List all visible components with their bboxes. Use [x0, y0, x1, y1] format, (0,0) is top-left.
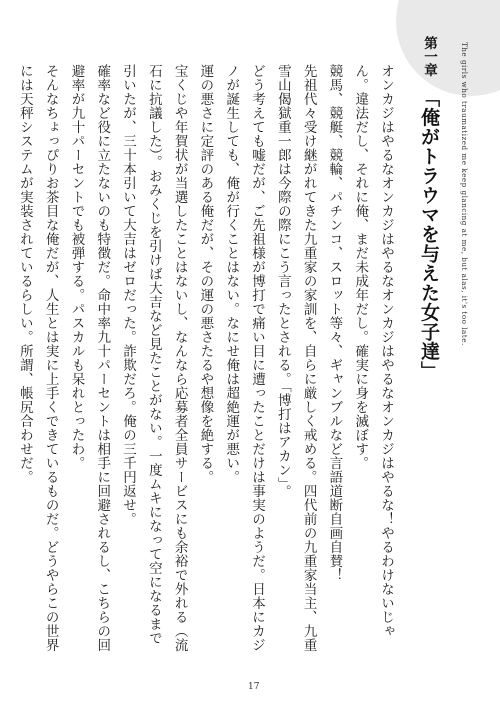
body-text [11, 64, 398, 654]
paragraph: どう考えても嘘だが、ご先祖様が博打で痛い目に遭ったことだけは事実のようだ。日本にカジノが誕生しても、俺が行くことはない。なにせ俺は超絶運が悪い。 [223, 64, 266, 652]
chapter-heading [416, 36, 443, 381]
paragraph: 競馬、競艇、競輪、パチンコ、スロット等々、ギャンブルなど言語道断自画自賛！ [326, 64, 343, 582]
paragraph: 宝くじや年賀状が当選したことはないし、なんなら応募者全員サービスにも余裕で外れる（流石に抗議した）。おみくじを引けば大吉など見たことがない。一度ムキになって空になるまで引いたが、三十本引いて大吉はゼロだった。詐欺だろ。俺の三千円返せ。 [120, 64, 188, 652]
paragraph: 先祖代々受け継がれてきた九重家の家訓を、自らに厳しく戒める。四代前の九重家当主、九重雪山偈獄重一郎は今際の際にこう言ったとされる。「博打はアカン」。 [274, 64, 317, 652]
chapter-title: 「俺がトラウマを与えた女子達」 [418, 87, 440, 381]
paragraph: 運の悪さに定評のある俺だが、その運の悪さたるや想像を絶する。 [197, 64, 214, 484]
corner-decoration-circle [396, 0, 500, 96]
paragraph: オンカジはやるなオンカジはやるなオンカジはやるなオンカジはやるな！やるわけないじゃん。違法だし、それに俺、まだ未成年だし。確実に身を滅ぼす。 [352, 64, 394, 638]
page-number: 17 [248, 682, 260, 692]
paragraph: そんなちょっぴりお茶目な俺だが、人生とは実に上手くできているものだ。どうやらこの世界には天秤システムが実装されているらしい。所謂、帳尻合わせだ。 [16, 64, 59, 652]
paragraph: 確率など役に立たないのも特徴だ。命中率九十パーセントは相手に回避されるし、こちらの回避率が九十パーセントでも被弾する。パスカルも呆れとったわ。 [68, 64, 111, 652]
running-subtitle: The girls who traumatized me keep glancing at me, but alas, it's too late. [460, 42, 469, 346]
chapter-label: 第一章 [421, 36, 437, 77]
